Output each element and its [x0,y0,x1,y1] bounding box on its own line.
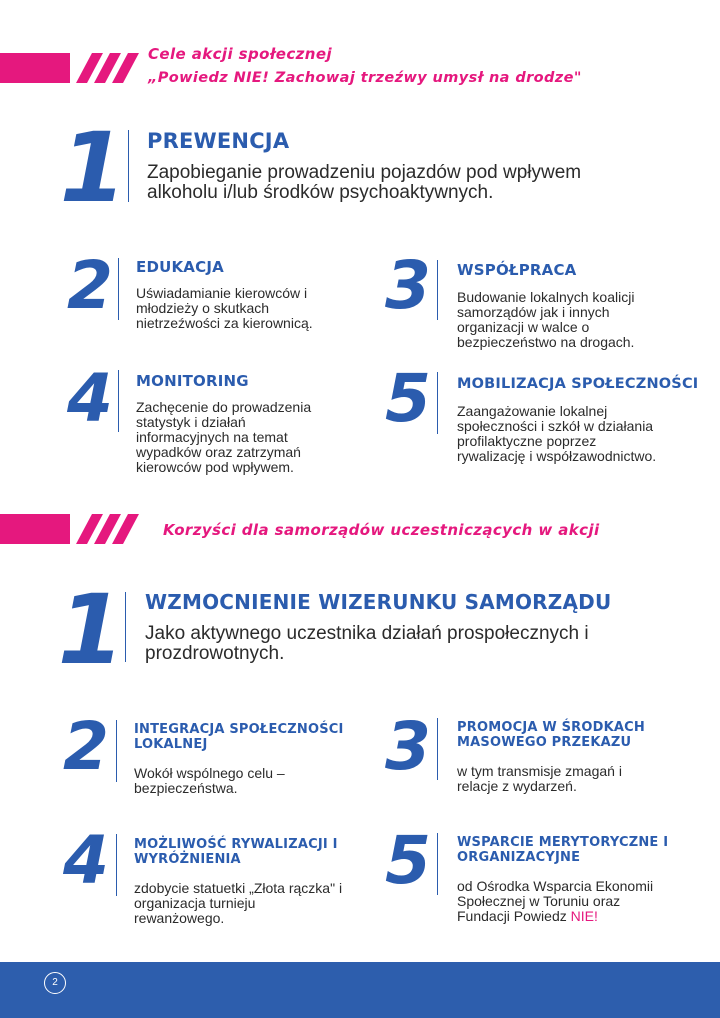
benefit-title-line: ORGANIZACYJNE [457,850,581,865]
goal-desc-line: alkoholu i/lub środków psychoaktywnych. [147,182,494,203]
section2-heading: Korzyści dla samorządów uczestniczących w akcji [163,521,600,539]
benefit-desc-line: zdobycie statuetki „Złota rączka" i [134,880,343,896]
goal-desc-line: samorządów jak i innych [457,304,610,320]
goal-desc-line: Uświadamianie kierowców i [136,285,308,301]
goal-number: 5 [385,360,431,437]
benefit-number: 4 [63,822,109,899]
goal-desc-line: Zaangażowanie lokalnej [457,403,608,419]
benefit-title-line: WSPARCIE MERYTORYCZNE I [457,835,669,850]
goal-number: 4 [67,360,113,437]
goal-title: MONITORING [136,372,249,390]
benefit-title-line: MOŻLIWOŚĆ RYWALIZACJI I [134,837,338,852]
page-number: 2 [44,972,66,994]
divider [116,720,117,782]
brand-nie-text: NIE! [570,908,598,924]
goal-title: MOBILIZACJA SPOŁECZNOŚCI [457,376,699,392]
benefit-title: WZMOCNIENIE WIZERUNKU SAMORZĄDU [145,590,612,614]
benefit-desc-line: Jako aktywnego uczestnika działań prospołecznych i [145,623,589,644]
benefit-desc-line [457,909,598,924]
divider [437,833,438,895]
benefit-desc-line: Wokół wspólnego celu – [134,765,285,781]
banner-bar [0,514,70,544]
benefit-title-line: PROMOCJA W ŚRODKACH [457,720,645,735]
goal-title: PREWENCJA [147,129,290,153]
banner-bar [0,53,70,83]
goal-desc-line: bezpieczeństwo na drogach. [457,334,635,350]
benefit-number: 5 [385,822,431,899]
benefit-title-line: LOKALNEJ [134,737,208,752]
goal-desc-line: społeczności i szkół w działania [457,418,654,434]
goal-number: 2 [67,247,113,324]
benefit-desc-line: rewanżowego. [134,910,225,926]
goal-desc-line: Zachęcenie do prowadzenia [136,399,312,415]
benefit-number: 2 [63,708,109,785]
goal-number: 3 [385,247,431,324]
divider [116,834,117,896]
benefit-title-line: INTEGRACJA SPOŁECZNOŚCI [134,722,344,737]
goal-desc-line: kierowców pod wpływem. [136,459,294,475]
goal-number: 1 [59,112,127,224]
benefit-title-line: MASOWEGO PRZEKAZU [457,735,632,750]
footer-bar [0,962,720,1018]
section1-heading-line2: „Powiedz NIE! Zachowaj trzeźwy umysł na drodze" [148,70,582,86]
goal-desc-line: nietrzeźwości za kierownicą. [136,315,313,331]
benefit-desc-text: Fundacji Powiedz [457,908,571,924]
goal-title: WSPÓŁPRACA [457,261,577,279]
goal-desc-line: statystyk i działań [136,414,246,430]
goal-desc-line: Budowanie lokalnych koalicji [457,289,635,305]
goal-desc-line: wypadków oraz zatrzymań [136,444,301,460]
goal-desc-line: informacyjnych na temat [136,429,288,445]
benefit-desc-line: Społecznej w Toruniu oraz [457,893,621,909]
benefit-title-line: WYRÓŻNIENIA [134,852,241,867]
divider [437,260,438,320]
divider [118,370,119,432]
benefit-desc-line: relacje z wydarzeń. [457,778,577,794]
goal-desc-line: rywalizację i współzawodnictwo. [457,448,657,464]
divider [128,130,129,202]
benefit-desc-line: od Ośrodka Wsparcia Ekonomii [457,878,654,894]
benefit-desc-line: w tym transmisje zmagań i [457,763,622,779]
benefit-number: 1 [57,574,125,686]
benefit-desc-line: prozdrowotnych. [145,643,285,664]
goal-desc-line: Zapobieganie prowadzeniu pojazdów pod wpływem [147,162,582,183]
section1-heading-line1: Cele akcji społecznej [148,45,332,63]
divider [437,718,438,780]
divider [118,258,119,320]
goal-desc-line: organizacji w walce o [457,319,590,335]
benefit-desc-line: bezpieczeństwa. [134,780,238,796]
benefit-desc-line: organizacja turnieju [134,895,256,911]
goal-title: EDUKACJA [136,258,224,276]
benefit-number: 3 [385,708,431,785]
divider [125,592,126,662]
divider [437,372,438,434]
goal-desc-line: młodzieży o skutkach [136,300,270,316]
goal-desc-line: profilaktyczne poprzez [457,433,597,449]
